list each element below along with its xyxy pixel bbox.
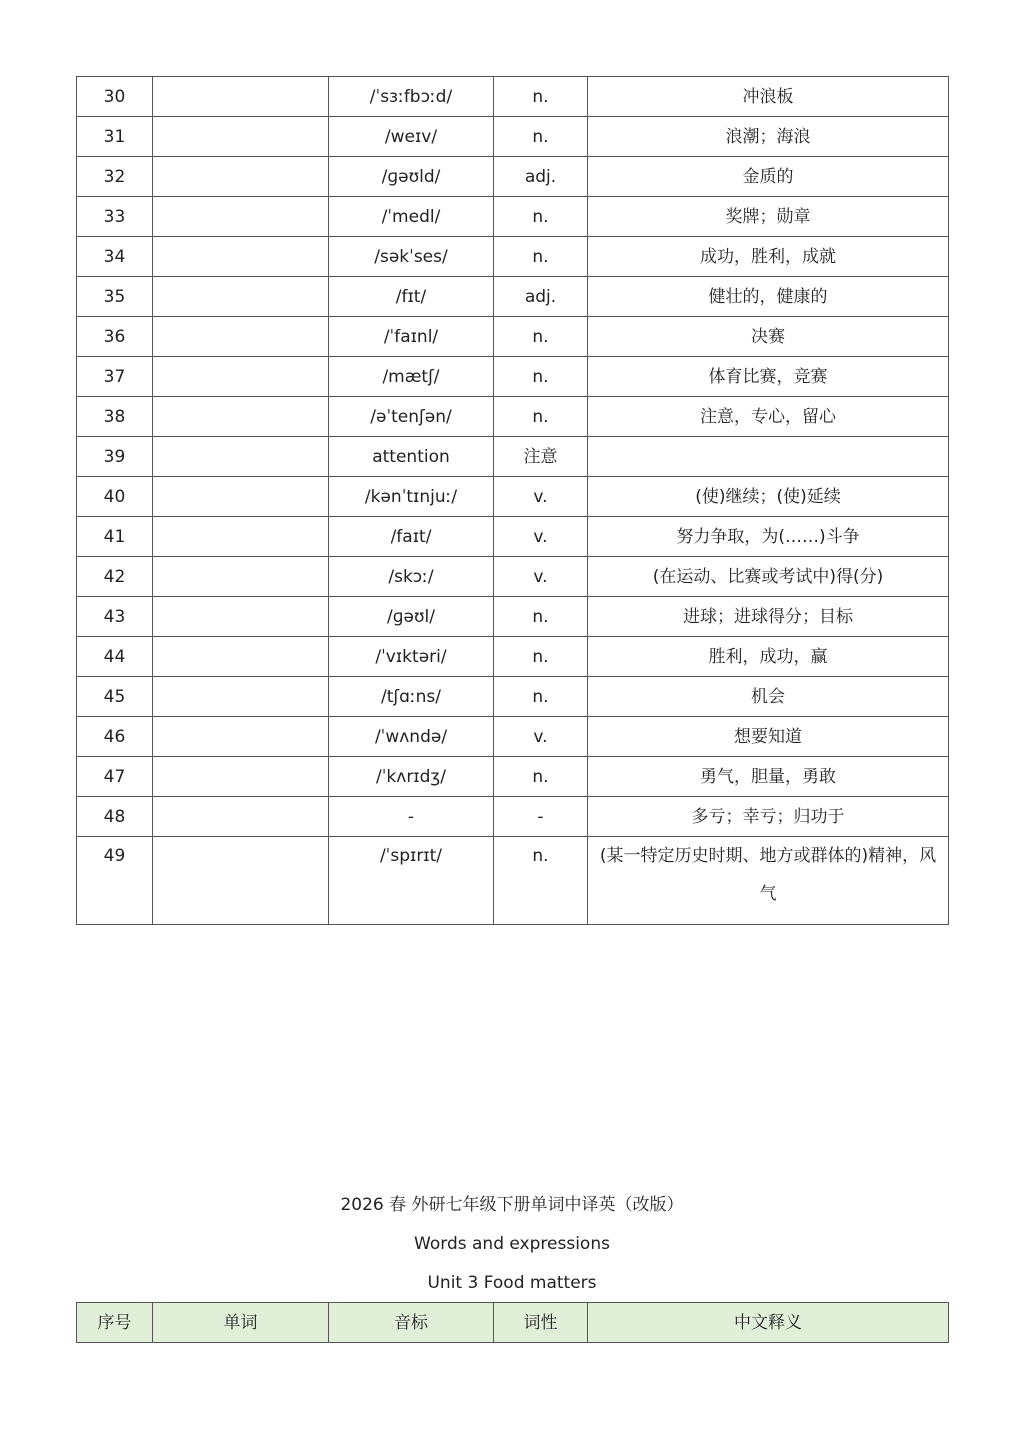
phonetic-cell: /skɔː/: [329, 557, 494, 597]
header-meaning: 中文释义: [588, 1303, 949, 1343]
phonetic-cell: /ˈsɜːfbɔːd/: [329, 77, 494, 117]
meaning-cell: [588, 437, 949, 477]
word-cell: [153, 117, 329, 157]
part-of-speech-cell: -: [494, 797, 588, 837]
word-cell: [153, 437, 329, 477]
table-row: [77, 197, 949, 237]
phonetic-cell: /mætʃ/: [329, 357, 494, 397]
meaning-cell: 决赛: [588, 317, 949, 357]
part-of-speech-cell: n.: [494, 197, 588, 237]
row-number: 39: [77, 437, 153, 477]
phonetic-cell: /fɪt/: [329, 277, 494, 317]
word-cell: [153, 477, 329, 517]
word-cell: [153, 517, 329, 557]
row-number: 49: [77, 837, 153, 925]
row-number: 36: [77, 317, 153, 357]
phonetic-cell: /ˈmedl/: [329, 197, 494, 237]
row-number: 45: [77, 677, 153, 717]
meaning-cell: 奖牌；勋章: [588, 197, 949, 237]
phonetic-cell: /ˈwʌndə/: [329, 717, 494, 757]
meaning-cell: 健壮的，健康的: [588, 277, 949, 317]
part-of-speech-cell: n.: [494, 637, 588, 677]
header-phonetic: 音标: [329, 1303, 494, 1343]
table-row: [77, 517, 949, 557]
header-no: 序号: [77, 1303, 153, 1343]
word-cell: [153, 157, 329, 197]
row-number: 40: [77, 477, 153, 517]
row-number: 34: [77, 237, 153, 277]
table-row: [77, 437, 949, 477]
meaning-cell: 冲浪板: [588, 77, 949, 117]
table-row: [77, 77, 949, 117]
meaning-cell: (使)继续；(使)延续: [588, 477, 949, 517]
word-cell: [153, 277, 329, 317]
table-row: [77, 557, 949, 597]
part-of-speech-cell: n.: [494, 677, 588, 717]
part-of-speech-cell: n.: [494, 837, 588, 925]
word-cell: [153, 717, 329, 757]
part-of-speech-cell: adj.: [494, 157, 588, 197]
table-row: [77, 157, 949, 197]
row-number: 41: [77, 517, 153, 557]
part-of-speech-cell: n.: [494, 77, 588, 117]
word-cell: [153, 77, 329, 117]
table-row: [77, 637, 949, 677]
phonetic-cell: /ɡəʊl/: [329, 597, 494, 637]
phonetic-cell: /kənˈtɪnjuː/: [329, 477, 494, 517]
word-cell: [153, 557, 329, 597]
meaning-cell: (某一特定历史时期、地方或群体的)精神，风气: [588, 837, 949, 925]
part-of-speech-cell: n.: [494, 237, 588, 277]
phonetic-cell: /əˈtenʃən/: [329, 397, 494, 437]
meaning-cell: 金质的: [588, 157, 949, 197]
row-number: 32: [77, 157, 153, 197]
row-number: 31: [77, 117, 153, 157]
phonetic-cell: /ˈfaɪnl/: [329, 317, 494, 357]
row-number: 30: [77, 77, 153, 117]
meaning-cell: 想要知道: [588, 717, 949, 757]
word-cell: [153, 237, 329, 277]
table-row: [77, 397, 949, 437]
meaning-cell: (在运动、比赛或考试中)得(分): [588, 557, 949, 597]
row-number: 35: [77, 277, 153, 317]
unit3-vocab-table: [76, 1302, 949, 1343]
meaning-cell: 成功，胜利，成就: [588, 237, 949, 277]
document-title: 2026 春 外研七年级下册单词中译英（改版）: [340, 1195, 684, 1215]
unit-title: Unit 3 Food matters: [427, 1273, 597, 1293]
row-number: 37: [77, 357, 153, 397]
section-subtitle: Words and expressions: [414, 1234, 610, 1254]
part-of-speech-cell: n.: [494, 357, 588, 397]
word-cell: [153, 797, 329, 837]
phonetic-cell: /ˈvɪktəri/: [329, 637, 494, 677]
phonetic-cell: /səkˈses/: [329, 237, 494, 277]
table-row: [77, 357, 949, 397]
part-of-speech-cell: v.: [494, 717, 588, 757]
meaning-cell: 浪潮；海浪: [588, 117, 949, 157]
phonetic-cell: /ɡəʊld/: [329, 157, 494, 197]
vocab-table-body: [77, 77, 949, 925]
part-of-speech-cell: n.: [494, 757, 588, 797]
table-row: [77, 757, 949, 797]
part-of-speech-cell: n.: [494, 397, 588, 437]
row-number: 46: [77, 717, 153, 757]
phonetic-cell: /ˈspɪrɪt/: [329, 837, 494, 925]
phonetic-cell: /faɪt/: [329, 517, 494, 557]
word-cell: [153, 197, 329, 237]
part-of-speech-cell: v.: [494, 517, 588, 557]
header-pos: 词性: [494, 1303, 588, 1343]
meaning-cell: 机会: [588, 677, 949, 717]
table-row: [77, 717, 949, 757]
table-row: [77, 477, 949, 517]
part-of-speech-cell: v.: [494, 557, 588, 597]
table-row: [77, 597, 949, 637]
table-row: [77, 837, 949, 925]
part-of-speech-cell: n.: [494, 117, 588, 157]
part-of-speech-cell: 注意: [494, 437, 588, 477]
row-number: 33: [77, 197, 153, 237]
table-row: [77, 277, 949, 317]
row-number: 38: [77, 397, 153, 437]
table-row: [77, 117, 949, 157]
meaning-cell: 多亏；幸亏；归功于: [588, 797, 949, 837]
part-of-speech-cell: v.: [494, 477, 588, 517]
row-number: 44: [77, 637, 153, 677]
phonetic-cell: -: [329, 797, 494, 837]
phonetic-cell: /ˈkʌrɪdʒ/: [329, 757, 494, 797]
part-of-speech-cell: n.: [494, 597, 588, 637]
table-row: [77, 317, 949, 357]
part-of-speech-cell: adj.: [494, 277, 588, 317]
table-row: [77, 797, 949, 837]
table-header-row: [77, 1303, 949, 1343]
word-cell: [153, 397, 329, 437]
meaning-cell: 注意，专心，留心: [588, 397, 949, 437]
row-number: 43: [77, 597, 153, 637]
phonetic-cell: attention: [329, 437, 494, 477]
word-cell: [153, 677, 329, 717]
vocab-table: [76, 76, 949, 925]
meaning-cell: 进球；进球得分；目标: [588, 597, 949, 637]
meaning-cell: 体育比赛，竞赛: [588, 357, 949, 397]
table-row: [77, 237, 949, 277]
header-word: 单词: [153, 1303, 329, 1343]
word-cell: [153, 637, 329, 677]
phonetic-cell: /weɪv/: [329, 117, 494, 157]
word-cell: [153, 757, 329, 797]
row-number: 48: [77, 797, 153, 837]
table-row: [77, 677, 949, 717]
word-cell: [153, 597, 329, 637]
meaning-cell: 胜利，成功，赢: [588, 637, 949, 677]
part-of-speech-cell: n.: [494, 317, 588, 357]
word-cell: [153, 357, 329, 397]
row-number: 47: [77, 757, 153, 797]
meaning-cell: 努力争取，为(……)斗争: [588, 517, 949, 557]
row-number: 42: [77, 557, 153, 597]
meaning-cell: 勇气，胆量，勇敢: [588, 757, 949, 797]
word-cell: [153, 317, 329, 357]
word-cell: [153, 837, 329, 925]
phonetic-cell: /tʃɑːns/: [329, 677, 494, 717]
